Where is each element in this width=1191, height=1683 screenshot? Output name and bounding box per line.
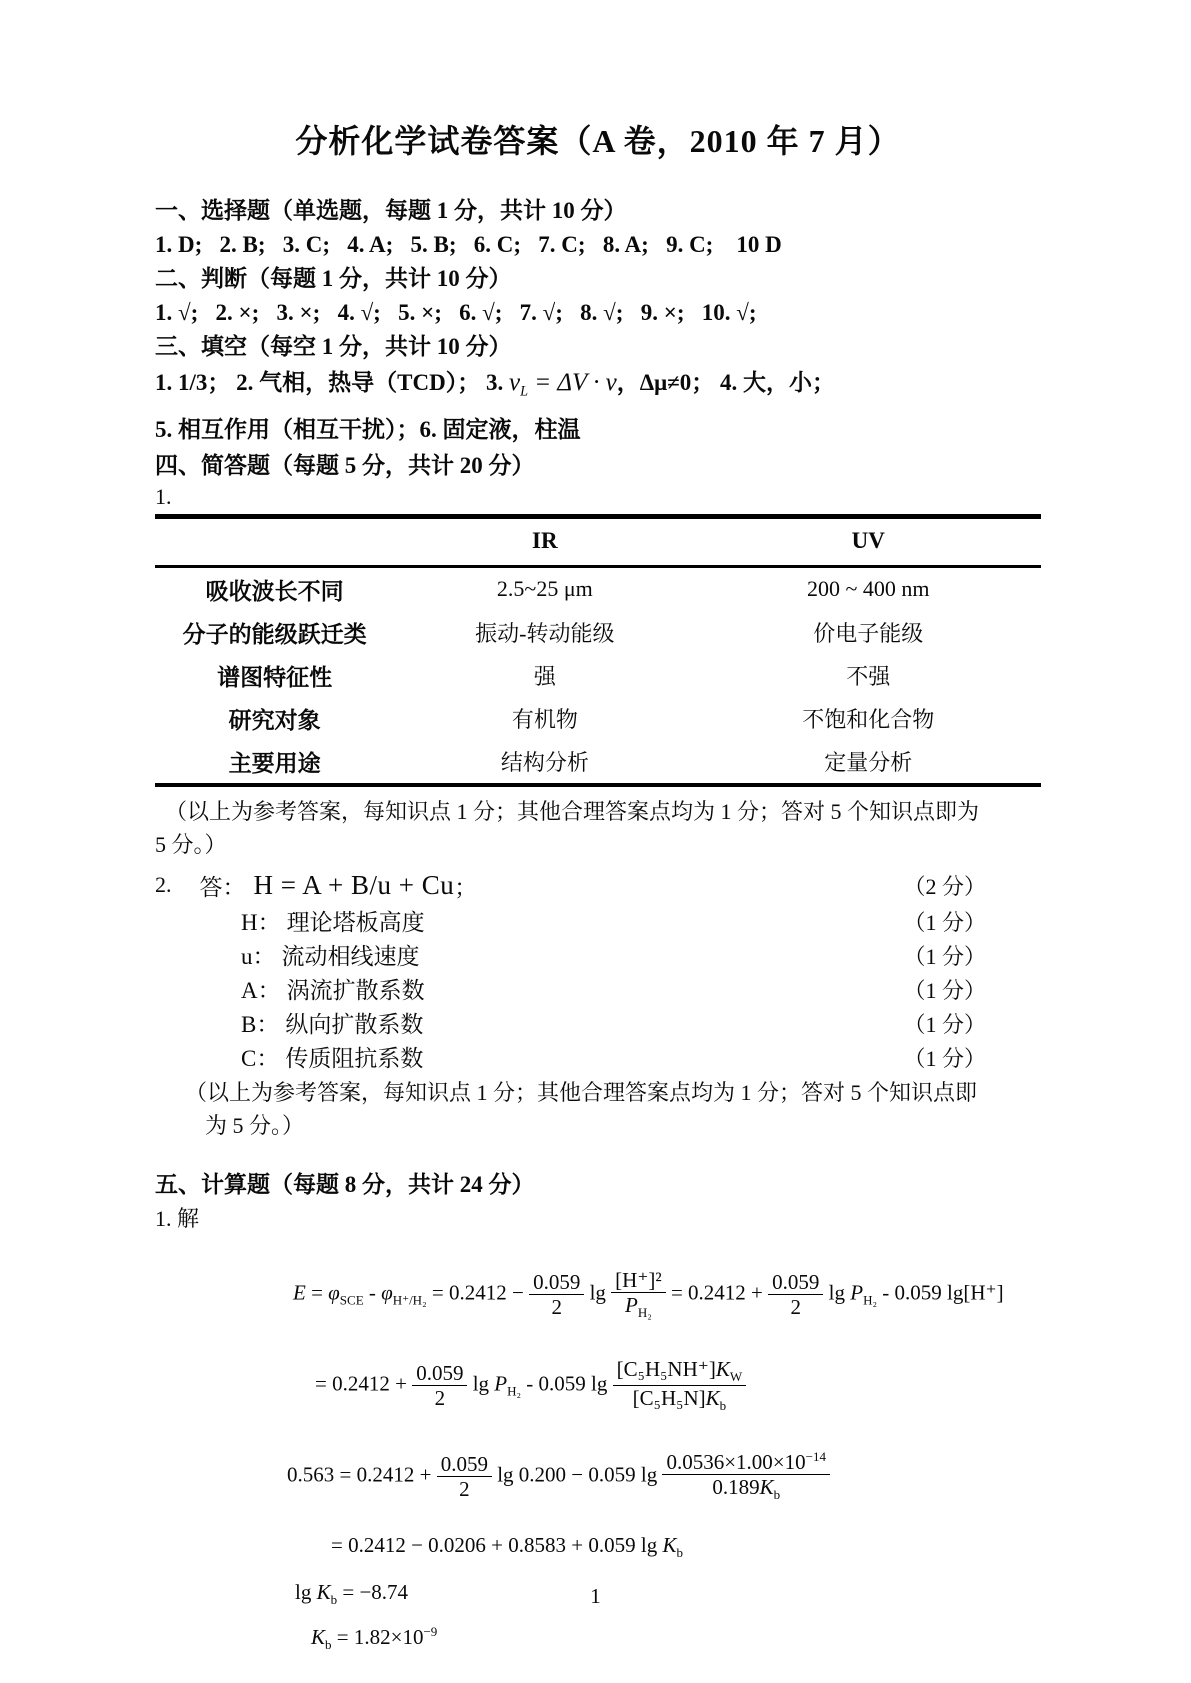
row-label: 研究对象 <box>228 707 321 733</box>
numerator: 0.059 <box>416 1360 464 1385</box>
points-badge: （1 分） <box>903 909 986 935</box>
denominator: 2 <box>437 1476 492 1501</box>
sub-b: b <box>773 1487 781 1503</box>
definition-row <box>155 1008 1041 1042</box>
var-P: P <box>625 1292 638 1317</box>
numerator: 0.059 <box>440 1452 488 1477</box>
fraction <box>662 1450 830 1503</box>
chem-formula: [C₅H₅NH⁺] <box>616 1356 716 1381</box>
sub-b: b <box>719 1398 727 1414</box>
header-uv: UV <box>695 516 1041 566</box>
sub-b: b <box>330 1591 338 1607</box>
header-ir: IR <box>394 516 695 566</box>
page-title: 分析化学试卷答案（A 卷，2010 年 7 月） <box>295 123 901 159</box>
table-row <box>155 611 1041 654</box>
denominator <box>662 1474 830 1503</box>
var-Kb: K <box>759 1475 774 1500</box>
short-item2-note-line2: 为 5 分。） <box>205 1112 305 1138</box>
sub-b: b <box>325 1637 332 1652</box>
sub-h2: H⁺/H₂ <box>392 1292 427 1308</box>
math-text: - <box>363 1280 382 1305</box>
short-item1-note-line2: 5 分。） <box>155 831 227 857</box>
fill-line1-math-sub: L <box>520 383 528 400</box>
definition-term: H： <box>241 909 281 935</box>
fill-answers-line2: 5. 相互作用（相互干扰）；6. 固定液，柱温 <box>155 416 581 442</box>
var-phi-h: φ <box>381 1280 393 1305</box>
fraction <box>529 1270 584 1319</box>
points-badge: （1 分） <box>903 1011 986 1037</box>
sub-h2: H₂ <box>507 1383 522 1399</box>
math-text: - 0.059 lg <box>521 1371 613 1396</box>
var-P: P <box>494 1371 508 1396</box>
uv-value: 不饱和化合物 <box>802 706 935 732</box>
uv-value: 不强 <box>846 663 891 689</box>
numerator: [H⁺]² <box>615 1267 662 1292</box>
definition-term: A： <box>241 977 281 1003</box>
ir-value: 2.5~25 μm <box>496 576 593 602</box>
numerator <box>613 1357 747 1385</box>
math-text: = 0.2412 + <box>665 1280 769 1305</box>
math-text: = 1.82×10 <box>331 1624 424 1649</box>
header-empty <box>155 516 394 566</box>
short-item2-label: 2. <box>155 872 172 898</box>
sub-b: b <box>676 1545 683 1561</box>
numeric-substitution-line <box>287 1450 1041 1503</box>
equation-semicolon: ； <box>454 874 478 900</box>
calc-item1-number: 1. <box>155 1205 172 1231</box>
section-calc-heading: 五、计算题（每题 8 分，共计 24 分） <box>155 1171 535 1197</box>
fraction <box>437 1452 492 1501</box>
numerator: 0.059 <box>533 1269 581 1294</box>
sub-sce: SCE <box>339 1292 364 1308</box>
definition-text: 纵向扩散系数 <box>285 1011 424 1037</box>
table-row <box>155 654 1041 697</box>
denominator <box>613 1385 747 1414</box>
fill-answers-line1 <box>155 364 1041 411</box>
math-text: lg <box>823 1280 851 1305</box>
denominator <box>611 1292 666 1321</box>
fraction <box>611 1268 666 1321</box>
simplified-equation-line <box>331 1533 1041 1561</box>
exponent: −9 <box>423 1623 438 1639</box>
math-text: lg <box>467 1371 495 1396</box>
answer-word: 答： <box>199 874 246 900</box>
points-badge: （2 分） <box>903 873 986 899</box>
section-judge-heading: 二、判断（每题 1 分，共计 10 分） <box>155 266 512 291</box>
calc-item1-label <box>155 1202 1041 1236</box>
calc-solve-word: 解 <box>177 1205 200 1231</box>
math-text: lg 0.200 − 0.059 lg <box>491 1462 663 1487</box>
points-badge: （1 分） <box>903 1045 986 1071</box>
sub-h2: H₂ <box>863 1292 877 1308</box>
page-number: 1 <box>590 1584 601 1608</box>
var-Kb: K <box>311 1624 326 1649</box>
choice-answers: 1. D; 2. B; 3. C; 4. A; 5. B; 6. C; 7. C; 8. A; 9. C; 10 D <box>155 232 782 257</box>
var-P: P <box>850 1280 864 1305</box>
short-item1-label: 1. <box>155 483 172 509</box>
section-short-heading: 四、简答题（每题 5 分，共计 20 分） <box>155 452 535 478</box>
var-Kb: K <box>316 1579 331 1604</box>
section-choice-heading: 一、选择题（单选题，每题 1 分，共计 10 分） <box>155 198 627 223</box>
numerator: 0.059 <box>772 1269 820 1294</box>
sub-h2: H₂ <box>637 1304 652 1320</box>
points-badge: （1 分） <box>903 977 986 1003</box>
definition-row <box>155 974 1041 1008</box>
definition-text: 传质阻抗系数 <box>285 1045 424 1071</box>
uv-value: 200 ~ 400 nm <box>806 576 930 602</box>
judge-answers: 1. √; 2. ×; 3. ×; 4. √; 5. ×; 6. √; 7. √; 8. √; 9. ×; 10. √; <box>155 300 757 325</box>
math-text: = 0.2412 + <box>315 1371 413 1396</box>
short-item2-note-line1: （以上为参考答案，每知识点 1 分；其他合理答案点均为 1 分；答对 5 个知识点即 <box>185 1079 978 1105</box>
math-text: lg <box>584 1280 612 1305</box>
ir-value: 结构分析 <box>500 749 589 775</box>
math-text: = 0.2412 − 0.0206 + 0.8583 + 0.059 lg <box>331 1533 663 1558</box>
ir-uv-comparison-table <box>155 514 1041 787</box>
table-header-row <box>155 516 1041 566</box>
short-item1-note-line1: （以上为参考答案，每知识点 1 分；其他合理答案点均为 1 分；答对 5 个知识点即为 <box>165 798 980 824</box>
short-item2-equation-row <box>155 869 1041 902</box>
electrode-potential-equation-line2 <box>315 1357 1041 1414</box>
var-phi-sce: φ <box>328 1280 340 1305</box>
math-text: = 0.2412 − <box>426 1280 530 1305</box>
denominator: 2 <box>412 1385 467 1410</box>
fill-line1-part-a: 1. 1/3； 2. 气相，热导（TCD）； 3. <box>155 370 509 395</box>
uv-value: 价电子能级 <box>813 620 924 646</box>
var-Kb: K <box>705 1386 720 1411</box>
row-label: 分子的能级跃迁类 <box>182 621 367 647</box>
section-fill-heading: 三、填空（每空 1 分，共计 10 分） <box>155 334 512 359</box>
sub-w: W <box>729 1369 743 1385</box>
definition-text: 流动相线速度 <box>281 943 420 969</box>
table-row <box>155 740 1041 785</box>
definition-text: 涡流扩散系数 <box>286 977 425 1003</box>
fill-line1-math-rest: = ΔV · v <box>528 369 617 396</box>
row-label: 主要用途 <box>228 750 321 776</box>
math-text: = −8.74 <box>337 1579 409 1604</box>
var-Kw: K <box>715 1356 730 1381</box>
math-text: = <box>305 1280 329 1305</box>
kb-result-line <box>311 1624 1041 1653</box>
fraction <box>768 1270 823 1319</box>
math-text: 0.0536×1.00×10 <box>666 1450 806 1475</box>
denominator: 2 <box>529 1294 584 1319</box>
math-text: 0.563 = 0.2412 + <box>287 1462 437 1487</box>
definition-text: 理论塔板高度 <box>286 909 425 935</box>
definition-term: u： <box>241 943 276 969</box>
definition-row <box>155 1042 1041 1076</box>
math-text: 0.189 <box>712 1475 760 1500</box>
points-badge: （1 分） <box>903 943 986 969</box>
var-Kb: K <box>662 1533 677 1558</box>
ir-value: 有机物 <box>511 706 578 732</box>
definition-term: B： <box>241 1011 280 1037</box>
denominator: 2 <box>768 1294 823 1319</box>
math-text: lg <box>295 1579 317 1604</box>
fraction <box>412 1361 467 1410</box>
table-row <box>155 697 1041 740</box>
numerator <box>662 1450 830 1474</box>
definition-term: C： <box>241 1045 280 1071</box>
row-label: 谱图特征性 <box>217 664 333 690</box>
electrode-potential-equation-line1 <box>293 1268 1041 1321</box>
ir-value: 振动-转动能级 <box>475 620 615 646</box>
definition-row <box>155 906 1041 940</box>
math-text: - 0.059 lg[H⁺] <box>877 1280 1004 1305</box>
chem-formula: [C₅H₅N] <box>632 1386 706 1411</box>
exponent: −14 <box>805 1449 826 1465</box>
page-content <box>155 116 1041 1653</box>
ir-value: 强 <box>533 663 556 689</box>
fill-line1-math-var: v <box>508 369 521 396</box>
uv-value: 定量分析 <box>824 749 913 775</box>
definition-row <box>155 940 1041 974</box>
row-label: 吸收波长不同 <box>205 578 344 604</box>
var-E: E <box>293 1280 306 1305</box>
fraction <box>613 1357 747 1414</box>
fill-line1-part-b: ，Δμ≠0； 4. 大，小； <box>616 370 836 395</box>
table-row <box>155 566 1041 611</box>
plate-height-equation: H = A + B/u + Cu <box>253 869 455 900</box>
